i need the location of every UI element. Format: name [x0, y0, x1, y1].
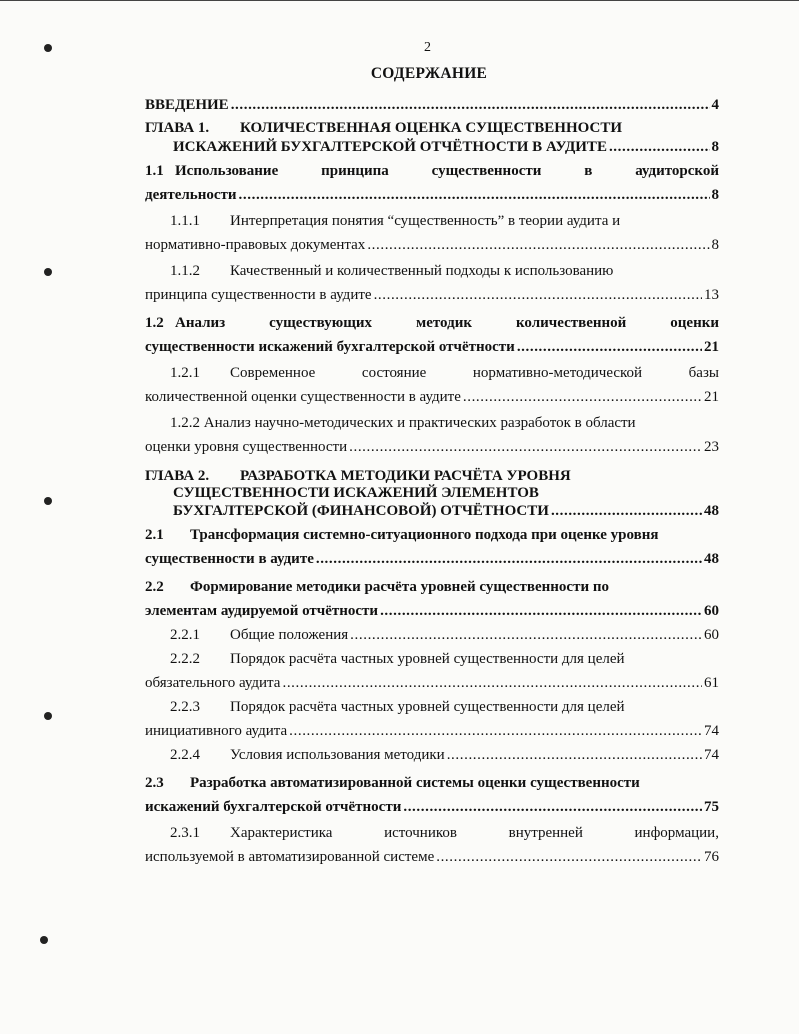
toc-page: 21	[704, 389, 719, 405]
section-title-line-2: используемой в автоматизированной системе	[145, 849, 435, 865]
toc-entry-intro[interactable]	[145, 93, 719, 117]
chapter-title-line-1: РАЗРАБОТКА МЕТОДИКИ РАСЧЁТА УРОВНЯ	[240, 468, 571, 484]
section-number: 1.2	[145, 315, 164, 331]
section-title-word: Современное	[230, 365, 316, 381]
leader-dots	[463, 385, 702, 409]
section-title-word: существенности	[431, 163, 542, 179]
toc-page: 48	[704, 503, 719, 519]
toc-entry-1-1[interactable]	[145, 159, 719, 207]
section-title-word: количественной	[515, 315, 627, 331]
section-title-line-1: 1.2.2 Анализ научно-методических и практических разработок в области	[170, 415, 636, 431]
section-title: Общие положения	[230, 627, 349, 643]
toc-page: 76	[704, 849, 719, 865]
leader-dots	[316, 547, 702, 571]
leader-dots	[282, 671, 702, 695]
section-number: 1.2.1	[170, 365, 200, 381]
section-title-word: состояние	[361, 365, 427, 381]
section-title-word: базы	[688, 365, 719, 381]
section-title-word: принципа	[321, 163, 389, 179]
toc-entry-chapter-2[interactable]	[145, 468, 719, 521]
chapter-number: ГЛАВА 2.	[145, 468, 210, 484]
section-title-word: нормативно-методической	[472, 365, 643, 381]
section-number: 2.2.1	[170, 627, 200, 643]
leader-dots	[517, 335, 702, 359]
section-title-line-2: обязательного аудита	[145, 675, 281, 691]
section-title-line-2: нормативно-правовых документах	[145, 237, 366, 253]
section-title-line-1: Трансформация системно-ситуационного подхода при оценке уровня	[190, 527, 659, 543]
chapter-number: ГЛАВА 1.	[145, 120, 210, 136]
section-title-line-1: Порядок расчёта частных уровней существенности для целей	[230, 651, 625, 667]
section-title-line-2: оценки уровня существенности	[145, 439, 348, 455]
leader-dots	[436, 845, 702, 869]
toc-entry-2-2-4[interactable]	[145, 743, 719, 767]
chapter-title-line-2: СУЩЕСТВЕННОСТИ ИСКАЖЕНИЙ ЭЛЕМЕНТОВ	[173, 485, 539, 501]
section-title-line-2: искажений бухгалтерской отчётности	[145, 799, 402, 815]
toc-entry-2-2-1[interactable]	[145, 623, 719, 647]
leader-dots	[551, 502, 702, 521]
toc-entry-2-2[interactable]	[145, 575, 719, 623]
toc-page: 8	[711, 139, 719, 155]
binding-hole-2	[44, 268, 52, 276]
toc-page: 4	[711, 97, 719, 113]
section-number: 1.1.1	[170, 213, 200, 229]
toc-page: 60	[704, 627, 719, 643]
toc-page: 48	[704, 551, 719, 567]
toc-page: 21	[704, 339, 719, 355]
toc-entry-1-2-2[interactable]	[145, 411, 719, 459]
section-title-word: внутренней	[508, 825, 583, 841]
section-title-line-2: количественной оценки существенности в аудите	[145, 389, 461, 405]
toc-page: 8	[711, 237, 719, 253]
toc-entry-2-1[interactable]	[145, 523, 719, 571]
leader-dots	[239, 183, 710, 207]
leader-dots	[289, 719, 702, 743]
toc-entry-1-1-2[interactable]	[145, 259, 719, 307]
chapter-title-line-2: ИСКАЖЕНИЙ БУХГАЛТЕРСКОЙ ОТЧЁТНОСТИ В АУДИТЕ	[173, 139, 607, 155]
section-title-word: существующих	[269, 315, 373, 331]
section-title-line-2: инициативного аудита	[145, 723, 288, 739]
leader-dots	[609, 137, 710, 157]
section-number: 1.1	[145, 163, 164, 179]
toc-label: ВВЕДЕНИЕ	[145, 97, 229, 113]
leader-dots	[367, 233, 709, 257]
binding-hole-4	[44, 712, 52, 720]
section-title-word: информации,	[634, 825, 719, 841]
leader-dots	[380, 599, 702, 623]
section-title-word: Характеристика	[230, 825, 333, 841]
toc-entry-1-2-1[interactable]	[145, 361, 719, 409]
section-number: 2.2.2	[170, 651, 200, 667]
section-number: 2.3.1	[170, 825, 200, 841]
page-top-edge	[0, 0, 799, 4]
section-title-line-1: Порядок расчёта частных уровней существенности для целей	[230, 699, 625, 715]
toc-page: 23	[704, 439, 719, 455]
toc-page: 13	[704, 287, 719, 303]
toc-entry-1-2[interactable]	[145, 311, 719, 359]
section-title-word: методик	[416, 315, 472, 331]
toc-entry-1-1-1[interactable]	[145, 209, 719, 257]
toc-page: 75	[704, 799, 719, 815]
section-number: 2.3	[145, 775, 164, 791]
page-title: СОДЕРЖАНИЕ	[370, 65, 488, 82]
section-title-line-2: элементам аудируемой отчётности	[145, 603, 379, 619]
binding-hole-5	[40, 936, 48, 944]
toc-page: 8	[711, 187, 719, 203]
toc-page: 60	[704, 603, 719, 619]
chapter-title-line-1: КОЛИЧЕСТВЕННАЯ ОЦЕНКА СУЩЕСТВЕННОСТИ	[240, 120, 623, 136]
section-title-line-2: существенности в аудите	[145, 551, 314, 567]
section-number: 2.2.4	[170, 747, 200, 763]
section-title-line-1: Качественный и количественный подходы к использованию	[230, 263, 614, 279]
leader-dots	[349, 435, 702, 459]
leader-dots	[374, 283, 702, 307]
toc-entry-2-2-2[interactable]	[145, 647, 719, 695]
section-title: Условия использования методики	[230, 747, 445, 763]
toc-page: 74	[704, 747, 719, 763]
section-title-line-2: принципа существенности в аудите	[145, 287, 372, 303]
section-title-word: аудиторской	[635, 163, 719, 179]
section-title-word: источников	[384, 825, 457, 841]
table-of-contents	[145, 93, 719, 869]
section-number: 1.1.2	[170, 263, 200, 279]
leader-dots	[350, 623, 702, 647]
leader-dots	[403, 795, 702, 819]
leader-dots	[231, 93, 710, 117]
toc-entry-chapter-1[interactable]	[145, 120, 719, 157]
section-title-line-1: Разработка автоматизированной системы оценки существенности	[190, 775, 640, 791]
binding-hole-3	[44, 497, 52, 505]
section-title-line-1: Формирование методики расчёта уровней существенности по	[190, 579, 609, 595]
page-number: 2	[424, 40, 431, 55]
toc-entry-2-3-1[interactable]	[145, 821, 719, 869]
section-title-line-2: существенности искажений бухгалтерской отчётности	[145, 339, 515, 355]
toc-page: 61	[704, 675, 719, 691]
section-title-word: Анализ	[175, 315, 226, 331]
toc-entry-2-3[interactable]	[145, 771, 719, 819]
section-title-word: оценки	[670, 315, 719, 331]
section-title-word: Использование	[175, 163, 279, 179]
leader-dots	[447, 743, 702, 767]
section-number: 2.1	[145, 527, 164, 543]
section-title-line-2: деятельности	[145, 187, 237, 203]
chapter-title-line-3: БУХГАЛТЕРСКОЙ (ФИНАНСОВОЙ) ОТЧЁТНОСТИ	[173, 503, 549, 519]
section-title-line-1: Интерпретация понятия “существенность” в теории аудита и	[230, 213, 621, 229]
section-number: 2.2.3	[170, 699, 200, 715]
section-number: 2.2	[145, 579, 164, 595]
section-title-word: в	[584, 163, 593, 179]
toc-page: 74	[704, 723, 719, 739]
toc-entry-2-2-3[interactable]	[145, 695, 719, 743]
